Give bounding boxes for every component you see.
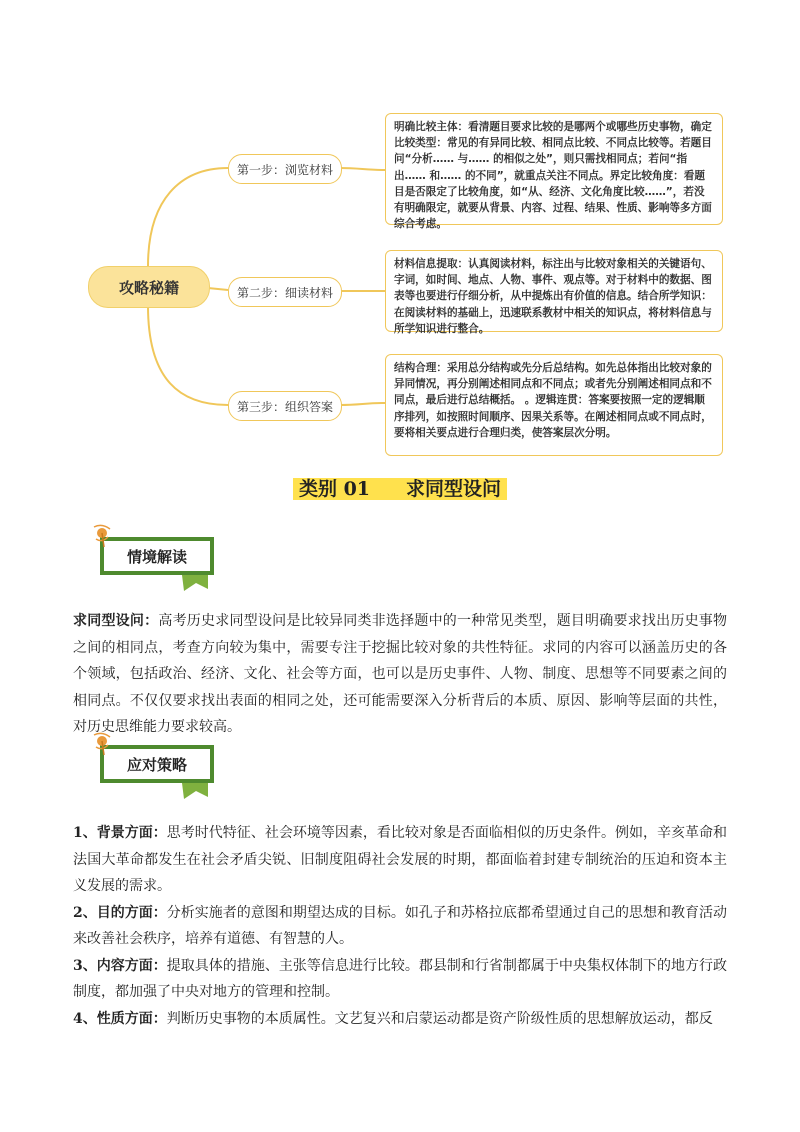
step-note-1-text: 明确比较主体：看清题目要求比较的是哪两个或哪些历史事物，确定比较类型：常见的有异同比较、相同点比较、不同点比较等。若题目问“分析…… 与…… 的相似之处”，则只需找相同点；若问“指出…… 和…… 的不同”，就重点关注不同点。界定比较角度：看题目是否限定了比较角度，如“从、经济、文化角度比较……”，若没有明确限定，就要从背景、内容、过程、结果、性质、影响等多方面综合考虑。 [394,121,712,231]
strategy-text-3: 提取具体的措施、主张等信息进行比较。郡县制和行省制都属于中央集权体制下的地方行政制度，都加强了中央对地方的管理和控制。 [73,957,727,1000]
strategy-lead-4: 4、性质方面： [73,1010,167,1027]
strategy-lead-1: 1、背景方面： [73,825,167,841]
section1-lead: 求同型设问： [73,613,159,629]
strategy-lead-3: 3、内容方面： [73,957,167,974]
strategy-item-3 [73,953,727,1006]
mindmap-root: 攻略秘籍 [88,266,210,308]
step-note-2 [385,250,723,335]
step-node-3: 第三步：组织答案 [228,391,342,421]
step-note-2-text: 材料信息提取：认真阅读材料，标注出与比较对象相关的关键语句、字词，如时间、地点、人物、事件、观点等。对于材料中的数据、图表等也要进行仔细分析，从中提炼出有价值的信息。结合所学知识：在阅读材料的基础上，迅速联系教材中相关的知识点，将材料信息与所学知识进行整合。 [394,258,712,335]
strategy-item-2 [73,900,727,953]
strategy-text-2: 分析实施者的意图和期望达成的目标。如孔子和苏格拉底都希望通过自己的思想和教育活动来改善社会秩序，培养有道德、有智慧的人。 [73,904,727,947]
strategy-text-1: 思考时代特征、社会环境等因素，看比较对象是否面临相似的历史条件。例如，辛亥革命和法国大革命都发生在社会矛盾尖锐、旧制度阻碍社会发展的时期，都面临着封建专制统治的压迫和资本主义发展的需求。 [73,825,727,894]
category-title [0,474,800,501]
category-prefix: 类别 01 [298,478,371,500]
step-note-3-text: 结构合理：采用总分结构或先分后总结构。如先总体指出比较对象的异同情况，再分别阐述相同点和不同点；或者先分别阐述相同点和不同点，最后进行总结概括。 。逻辑连贯：答案要按照一定的逻辑顺序排列，如按照时间顺序、因果关系等。在阐述相同点或不同点时，要将相关要点进行合理归类，使答案层次分明。 [394,362,712,439]
section1-paragraph [73,608,727,741]
category-name: 求同型设问 [406,478,502,500]
step-node-1: 第一步：浏览材料 [228,154,342,184]
section-banner-2 [96,735,220,797]
pin-icon [90,729,120,759]
strategy-lead-2: 2、目的方面： [73,904,167,921]
step-node-2: 第二步：细读材料 [228,277,342,307]
step-note-1 [385,113,723,231]
banner-title-1: 情境解读 [126,547,187,566]
strategy-item-4 [73,1006,727,1033]
pin-icon [90,521,120,551]
strategy-text-4: 判断历史事物的本质属性。文艺复兴和启蒙运动都是资产阶级性质的思想解放运动，都反 [166,1010,713,1027]
section1-text: 高考历史求同型设问是比较异同类非选择题中的一种常见类型，题目明确要求找出历史事物之间的相同点，考查方向较为集中，需要专注于挖掘比较对象的共性特征。求同的内容可以涵盖历史的各个领域，包括政治、经济、文化、社会等方面，也可以是历史事件、人物、制度、思想等不同要素之间的相同点。不仅仅要求找出表面的相同之处，还可能需要深入分析背后的本质、原因、影响等层面的共性，对历史思维能力要求较高。 [73,613,728,735]
step-note-3 [385,354,723,456]
section2-items [73,820,727,1032]
section-banner-1 [96,527,220,589]
banner-title-2: 应对策略 [126,755,187,774]
strategy-item-1 [73,820,727,900]
